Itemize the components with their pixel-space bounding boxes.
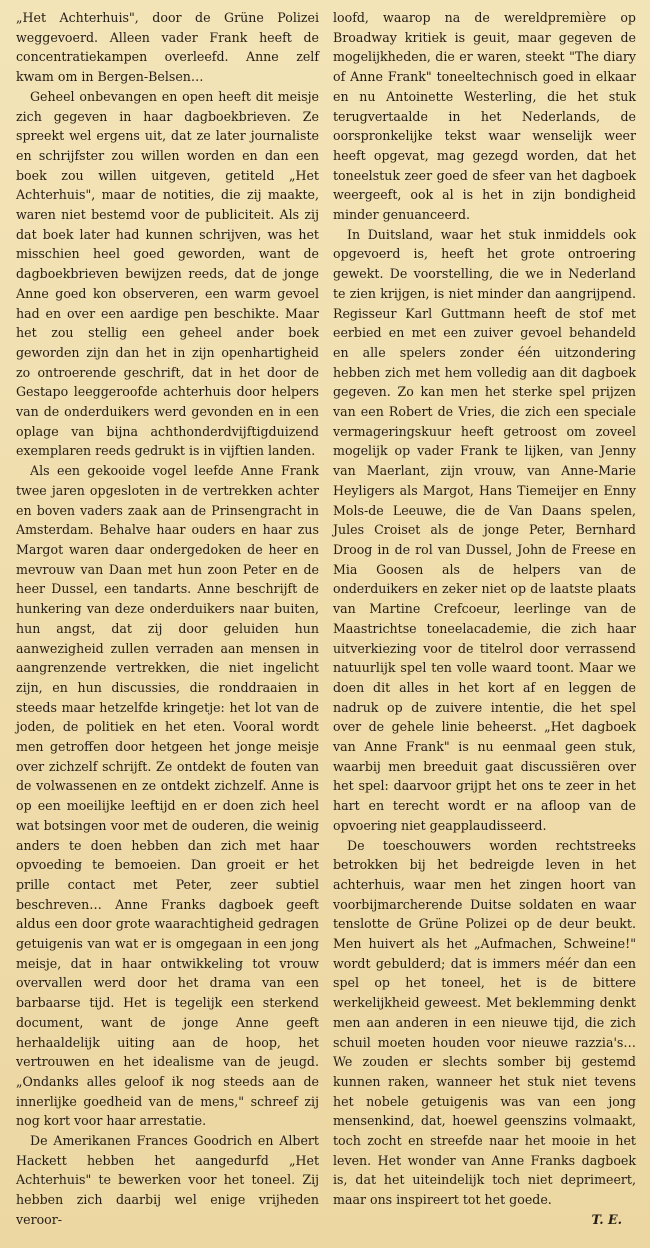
article-paragraph: Als een gekooide vogel leefde Anne Frank twee jaren opgesloten in de vertrekken achter en boven vaders zaak aan de Prinsengracht in Amsterdam. Behalve haar ouders en haar zus Margot waren daar ondergedoken de heer en mevrouw van Daan met hun zoon Peter en de heer Dussel, een tandarts. Anne beschrijft de hunkering van deze onderduikers naar buiten, hun angst, dat zij door geluiden hun aanwezigheid zullen verraden aan mensen in aangrenzende vertrekken, die niet ingelicht zijn, en hun discussies, die ronddraaien in steeds maar hetzelfde kringetje: het lot van de joden, de politiek en het eten. Vooral wordt men getroffen door hetgeen het jonge meisje over zichzelf schrijft. Ze ontdekt de fouten van de volwassenen en ze ontdekt zichzelf. Anne is op een moeilijke leeftijd en er doen zich heel wat botsingen voor met de ouderen, die weinig anders te doen hebben dan zich met haar opvoeding te bemoeien. Dan groeit er het prille contact met Peter, zeer subtiel beschreven… Anne Franks dagboek geeft aldus een door grote waarachtigheid gedragen getuigenis van wat er is omgegaan in een jong meisje, dat in haar ontwikkeling tot vrouw overvallen werd door het drama van een barbaarse tijd. Het is tegelijk een sterkend document, want de jonge Anne geeft herhaaldelijk uiting aan de hoop, het vertrouwen en het idealisme van de jeugd. „Ondanks alles geloof ik nog steeds aan de innerlijke goedheid van de mens," schreef zij nog kort voor haar arrestatie. <box>16 463 319 1129</box>
left-column <box>16 8 319 1248</box>
article-paragraph: De Amerikanen Frances Goodrich en Albert Hackett hebben het aangedurfd „Het Achterhuis" te bewerken voor het toneel. Zij hebben zich daarbij wel enige vrijheden veroor- <box>16 1133 319 1227</box>
right-column <box>333 8 636 1248</box>
author-signature: T. E. <box>591 1211 622 1227</box>
article-paragraph: In Duitsland, waar het stuk inmiddels ook opgevoerd is, heeft het grote ontroering gewekt. De voorstelling, die we in Nederland te zien krijgen, is niet minder dan aangrijpend. Regisseur Karl Guttmann heeft de stof met eerbied en met een zuiver gevoel behandeld en alle spelers zonder één uitzondering hebben zich met hem volledig aan dit dagboek gegeven. Zo kan men het sterke spel prijzen van een Robert de Vries, die zich een speciale vermageringskuur heeft getroost om zoveel mogelijk op vader Frank te lijken, van Jenny van Maerlant, zijn vrouw, van Anne-Marie Heyligers als Margot, Hans Tiemeijer en Enny Mols-de Leeuwe, die de Van Daans spelen, Jules Croiset als de jonge Peter, Bernhard Droog in de rol van Dussel, John de Freese en Mia Goosen als de helpers van de onderduikers en zeker niet op de laatste plaats van Martine Crefcoeur, leerlinge van de Maastrichtse toneelacademie, die zich haar uitverkiezing voor de titelrol door verrassend natuurlijk spel ten volle waard toont. Maar we doen dit alles in het kort af en leggen de nadruk op de zuivere intentie, die het spel over de gehele linie beheerst. „Het dagboek van Anne Frank" is nu eenmaal geen stuk, waarbij men breeduit gaat discussiëren over het spel: daarvoor grijpt het ons te zeer in het hart en terecht wordt er na afloop van de opvoering niet geapplaudisseerd. <box>333 226 636 833</box>
article-paragraph: „Het Achterhuis", door de Grüne Polizei weggevoerd. Alleen vader Frank heeft de concentratiekampen overleefd. Anne zelf kwam om in Bergen-Belsen… <box>16 10 319 85</box>
article-paragraph: loofd, waarop na de wereldpremière op Broadway kritiek is geuit, maar gegeven de mogelijkheden, die er waren, steekt "The diary of Anne Frank" toneeltechnisch goed in elkaar en nu Antoinette Westerling, die het stuk terugvertaalde in het Nederlands, de oorspronkelijke tekst waar wenselijk weer heeft opgevat, mag gezegd worden, dat het toneelstuk zeer goed de sfeer van het dagboek weergeeft, ook al is het in zijn bondigheid minder genuanceerd. <box>333 10 636 223</box>
article-paragraph: Geheel onbevangen en open heeft dit meisje zich gegeven in haar dagboekbrieven. Ze spreekt wel ergens uit, dat ze later journaliste en schrijfster zou willen worden en dan een boek zou willen uitgeven, getiteld „Het Achterhuis", maar de notities, die zij maakte, waren niet bestemd voor de publiciteit. Als zij dat boek later had kunnen schrijven, was het misschien heel goed geworden, want de dagboekbrieven bewijzen reeds, dat de jonge Anne goed kon observeren, een warm gevoel had en over een aardige pen beschikte. Maar het zou stellig een geheel ander boek geworden zijn dan het in zijn openhartigheid zo ontroerende geschrift, dat in het door de Gestapo leeggeroofde achterhuis door helpers van de onderduikers werd gevonden en in een oplage van bijna achthonderdvijftigduizend exemplaren reeds gedrukt is in vijftien landen. <box>16 88 319 459</box>
article-paragraph: De toeschouwers worden rechtstreeks betrokken bij het bedreigde leven in het achterhuis, waar men het zingen hoort van voorbijmarcherende Duitse soldaten en waar tenslotte de Grüne Polizei op de deur beukt. Men huivert als het „Aufmachen, Schweine!" wordt gebulderd; dat is immers méér dan een spel op het toneel, het is de bittere werkelijkheid geweest. Met beklemming denkt men aan anderen in een nieuwe tijd, die zich schuil moeten houden voor nieuwe razzia's… We zouden er slechts somber bij gestemd kunnen raken, wanneer het stuk niet tevens het nobele getuigenis was van een jong mensenkind, dat, hoewel geenszins volmaakt, toch zocht en streefde naar het mooie in het leven. Het wonder van Anne Franks dagboek is, dat het uiteindelijk toch niet deprimeert, maar ons inspireert tot het goede. <box>333 837 636 1208</box>
